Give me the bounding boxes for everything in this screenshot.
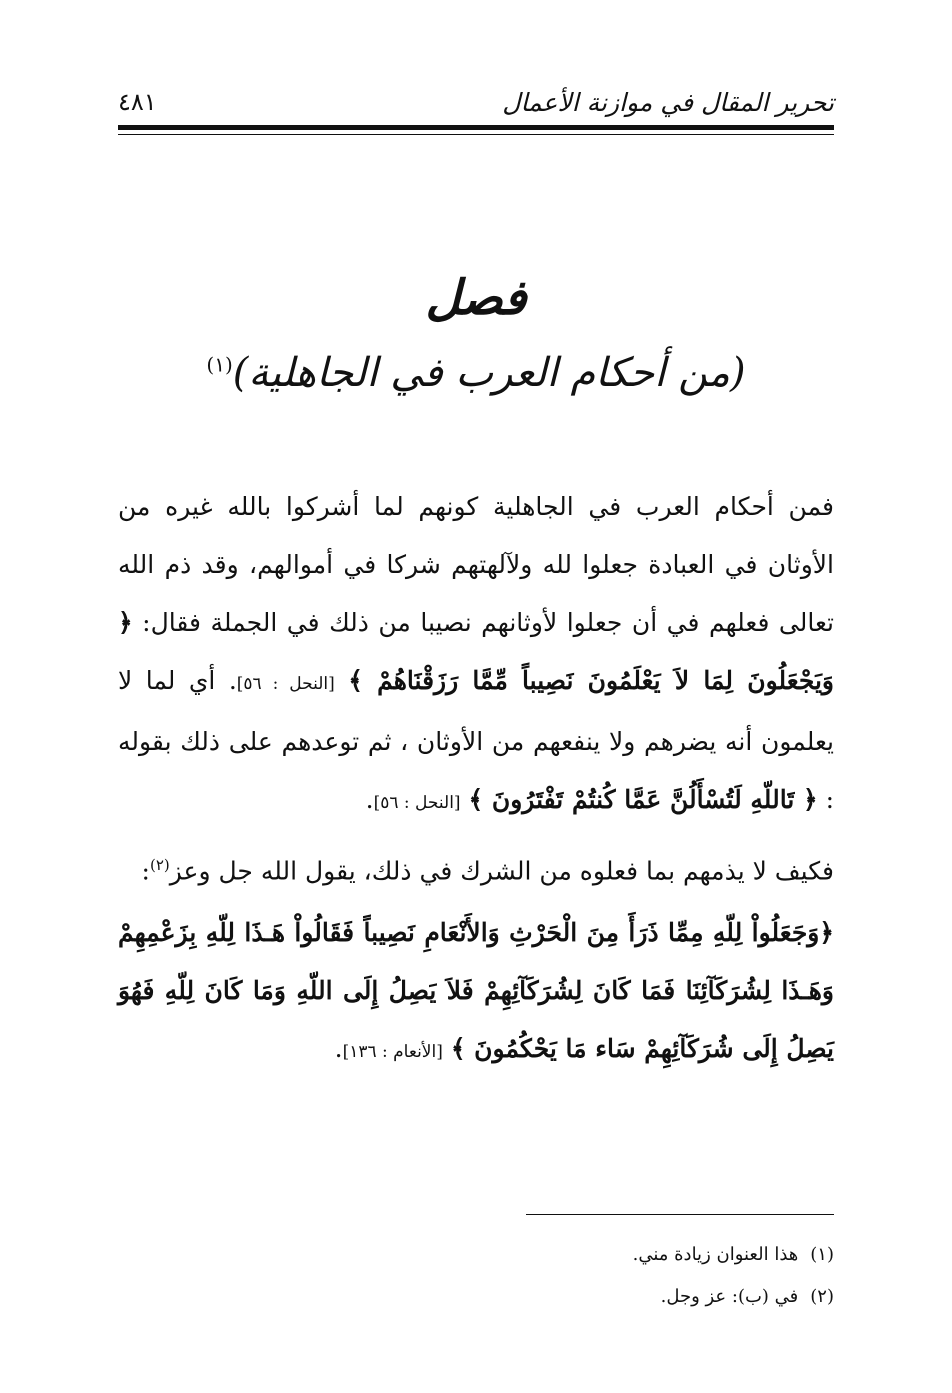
paragraph-1 xyxy=(118,478,834,832)
footnote-1-text: هذا العنوان زيادة مني. xyxy=(632,1244,799,1265)
paragraph-3 xyxy=(118,904,834,1081)
quran-ref-2: [النحل : ٥٦] xyxy=(373,793,461,813)
footnote-2-text: في (ب): عز وجل. xyxy=(660,1286,799,1307)
paragraph-1-text-3: . xyxy=(365,785,374,814)
quran-ref-1: [النحل : ٥٦] xyxy=(236,674,335,694)
subtitle-text: (من أحكام العرب في الجاهلية) xyxy=(232,350,746,396)
footnote-2 xyxy=(118,1276,834,1318)
paragraph-3-text: . xyxy=(334,1034,343,1064)
paragraph-2 xyxy=(118,836,834,900)
quran-quote-2: ﴿ تَاللّهِ لَتُسْأَلُنَّ عَمَّا كُنتُمْ تَفْتَرُونَ ﴾ xyxy=(468,785,818,814)
body-text xyxy=(118,478,834,1081)
running-header xyxy=(118,86,834,126)
chapter-subtitle xyxy=(0,350,952,396)
quran-quote-3: ﴿وَجَعَلُواْ لِلّهِ مِمِّا ذَرَأَ مِنَ الْحَرْثِ وَالأَنْعَامِ نَصِيباً فَقَالُواْ هَـذَا لِلّهِ بِزَعْمِهِمْ وَهَـذَا لِشُرَكَآئِنَا فَمَا كَانَ لِشُرَكَآئِهِمْ فَلاَ يَصِلُ إِلَى اللّهِ وَمَا كَانَ لِلّهِ فَهُوَ يَصِلُ إِلَى شُرَكَآئِهِمْ سَاء مَا يَحْكُمُونَ ﴾ xyxy=(118,918,834,1064)
running-title: تحرير المقال في موازنة الأعمال xyxy=(502,88,834,117)
footnote-1 xyxy=(118,1234,834,1276)
subtitle-footnote-marker: (١) xyxy=(206,352,233,377)
page-number: ٤٨١ xyxy=(118,88,157,116)
footnotes xyxy=(118,1234,834,1318)
quran-quote-1: ﴿ وَيَجْعَلُونَ لِمَا لاَ يَعْلَمُونَ نَصِيباً مِّمَّا رَزَقْنَاهُمْ ﴾ xyxy=(118,608,834,695)
paragraph-2-text-2: : xyxy=(141,856,150,886)
header-rule-thin xyxy=(118,134,834,135)
chapter-title: فصل xyxy=(425,270,527,326)
paragraph-1-text-1: فمن أحكام العرب في الجاهلية كونهم لما أشركوا بالله غيره من الأوثان في العبادة جعلوا لله ولآلهتهم شركا في أموالهم، وقد ذم الله تعالى فعلهم في أن جعلوا لأوثانهم نصيبا من ذلك في الجملة فقال: xyxy=(118,492,834,637)
quran-ref-3: [الأنعام : ١٣٦] xyxy=(342,1042,443,1063)
paragraph-2-text-1: فكيف لا يذمهم بما فعلوه من الشرك في ذلك، يقول الله جل وعز xyxy=(169,856,834,886)
footnote-separator xyxy=(526,1214,834,1215)
header-rule-thick xyxy=(118,125,834,130)
footnote-2-number: (٢) xyxy=(810,1286,834,1307)
paragraph-1-text-2: . أي لما لا يعلمون أنه يضرهم ولا ينفعهم من الأوثان ، ثم توعدهم على ذلك بقوله : xyxy=(118,666,834,814)
footnote-marker-2: (٢) xyxy=(149,856,170,874)
footnote-1-number: (١) xyxy=(810,1244,834,1265)
